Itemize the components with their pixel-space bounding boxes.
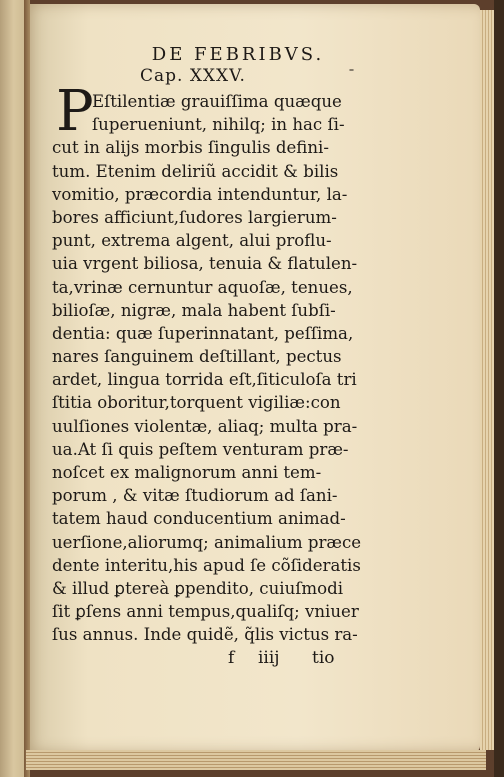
text-line: uulſiones violentæ, aliaq; multa pra-	[52, 416, 358, 436]
gutter-shadow	[24, 0, 30, 777]
body-text	[52, 90, 372, 647]
text-line: ſuperueniunt, nihilq; in hac ſi-	[92, 115, 345, 135]
text-line: tatem haud conducentium animad-	[52, 509, 346, 529]
text-line: ta,vrinæ cernuntur aquoſæ, tenues,	[52, 277, 353, 297]
text-line: nares ſanguinem deſtillant, pectus	[52, 347, 342, 367]
drop-capital: P	[56, 79, 94, 144]
chapter-heading: Cap. XXXV.	[140, 66, 246, 86]
head-mark: ˉ	[348, 68, 355, 84]
text-line: porum , & vitæ ſtudiorum ad ſani-	[52, 486, 338, 506]
text-line: uerſione,aliorumq; animalium præce	[52, 532, 362, 552]
text-line: ſit ꝑſens anni tempus,qualiſq; vniuer	[52, 602, 359, 622]
text-line: Eſtilentiæ grauiſſima quæque	[92, 92, 342, 111]
cover-edge	[494, 0, 504, 777]
text-line: & illud ꝑtereà ꝑpendito, cuiuſmodi	[52, 578, 344, 598]
text-line: cut in alijs morbis ſingulis defini-	[52, 138, 329, 158]
text-line: tum. Etenim deliriũ accidit & bilis	[52, 161, 339, 181]
running-head: DE FEBRIBVS.	[151, 44, 325, 65]
text-line: ſtitia oboritur,torquent vigiliæ:con	[52, 393, 341, 413]
text-line: noſcet ex malignorum anni tem-	[52, 463, 322, 482]
signature-number: iiij	[258, 648, 280, 668]
text-line: vomitio, præcordia intenduntur, la-	[52, 184, 348, 204]
text-line: ua.At ſi quis peſtem venturam præ-	[52, 439, 349, 459]
text-line: ardet, lingua torrida eſt,ſiticuloſa tri	[52, 370, 357, 390]
text-line: dente interitu,his apud ſe cõſideratis	[52, 555, 361, 575]
text-line: bores afficiunt,ſudores largierum-	[52, 207, 337, 227]
text-line: punt, extrema algent, alui proflu-	[52, 231, 332, 251]
signature-mark: f	[228, 648, 235, 668]
text-line: bilioſæ, nigræ, mala habent ſubſi-	[52, 300, 336, 320]
text-line: dentia: quæ ſuperinnatant, peſſima,	[52, 323, 354, 343]
text-line: uia vrgent biliosa, tenuia & flatulen-	[52, 254, 358, 274]
page-edges-bottom	[26, 750, 486, 770]
catchword: tio	[312, 648, 335, 668]
text-line: ſus annus. Inde quidẽ, q̃lis victus ra-	[52, 625, 358, 645]
